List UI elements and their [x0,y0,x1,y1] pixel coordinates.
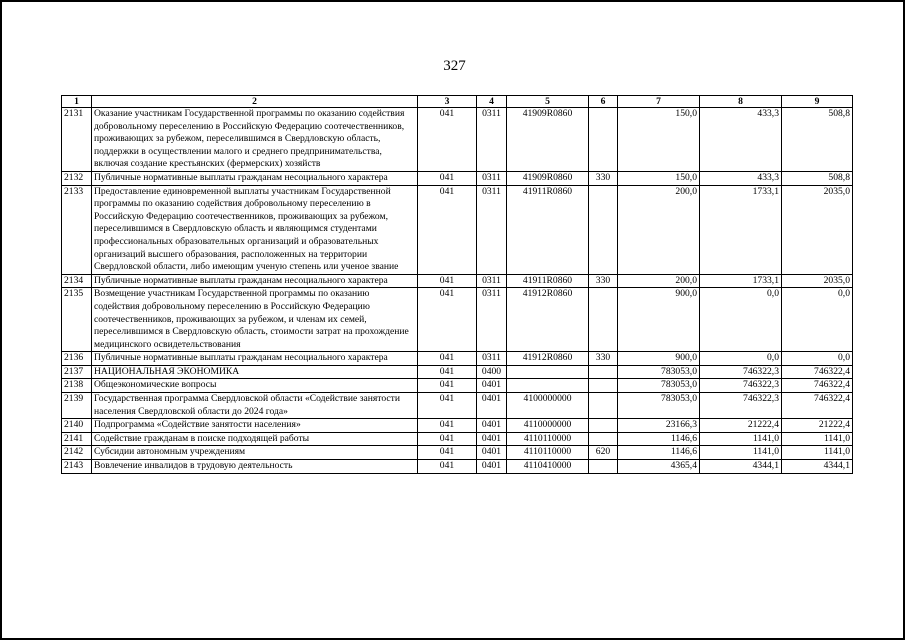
row-target-code: 41912R0860 [507,352,589,366]
row-section-code: 0401 [477,432,507,446]
column-header: 6 [589,96,618,108]
row-section-code: 0400 [477,365,507,379]
table-row [62,460,853,474]
row-value-year3: 21222,4 [782,419,853,433]
row-value-year3: 746322,4 [782,393,853,419]
row-ministry-code: 041 [418,432,477,446]
row-ministry-code: 041 [418,460,477,474]
row-ministry-code: 041 [418,365,477,379]
row-ministry-code: 041 [418,419,477,433]
row-ministry-code: 041 [418,108,477,172]
table-row [62,393,853,419]
row-target-code: 4110000000 [507,419,589,433]
row-number: 2139 [62,393,92,419]
row-number: 2138 [62,379,92,393]
row-value-year1: 1146,6 [618,432,700,446]
row-expense-type: 330 [589,274,618,288]
row-name: Оказание участникам Государственной программы по оказанию содействия добровольному переселению в Российскую Федерацию соотечественников, проживающих за рубежом, переселившимся в Свердловскую область, поддержки в осуществлении малого и среднего предпринимательства, включая создание крестьянских (фермерских) хозяйств [92,108,418,172]
table-row [62,185,853,274]
row-section-code: 0311 [477,185,507,274]
row-number: 2132 [62,171,92,185]
column-header: 7 [618,96,700,108]
row-section-code: 0311 [477,274,507,288]
row-name: НАЦИОНАЛЬНАЯ ЭКОНОМИКА [92,365,418,379]
row-name: Подпрограмма «Содействие занятости населения» [92,419,418,433]
row-value-year2: 1141,0 [700,432,782,446]
column-header: 2 [92,96,418,108]
row-ministry-code: 041 [418,379,477,393]
row-value-year3: 4344,1 [782,460,853,474]
row-section-code: 0401 [477,446,507,460]
row-number: 2134 [62,274,92,288]
row-section-code: 0401 [477,379,507,393]
row-expense-type [589,185,618,274]
row-value-year1: 4365,4 [618,460,700,474]
table-row [62,274,853,288]
row-target-code: 41911R0860 [507,274,589,288]
table-row [62,365,853,379]
row-value-year1: 200,0 [618,185,700,274]
row-target-code: 4110110000 [507,432,589,446]
table-header-row [62,96,853,108]
row-expense-type [589,288,618,352]
row-value-year2: 746322,3 [700,393,782,419]
row-number: 2135 [62,288,92,352]
row-expense-type [589,393,618,419]
row-value-year3: 1141,0 [782,446,853,460]
row-name: Возмещение участникам Государственной программы по оказанию содействия добровольному переселению в Российскую Федерацию соотечественников, проживающих за рубежом, и членам их семей, переселившимся в Свердловскую область, стоимости затрат на прохождение медицинского освидетельствования [92,288,418,352]
row-value-year1: 23166,3 [618,419,700,433]
row-expense-type: 330 [589,171,618,185]
table-row [62,432,853,446]
column-header: 4 [477,96,507,108]
row-value-year2: 433,3 [700,108,782,172]
budget-table [61,95,853,474]
row-section-code: 0311 [477,171,507,185]
row-value-year2: 1141,0 [700,446,782,460]
row-section-code: 0311 [477,108,507,172]
row-number: 2131 [62,108,92,172]
row-value-year3: 508,8 [782,171,853,185]
row-ministry-code: 041 [418,393,477,419]
column-header: 9 [782,96,853,108]
row-value-year1: 783053,0 [618,393,700,419]
row-value-year2: 433,3 [700,171,782,185]
table-row [62,446,853,460]
row-value-year2: 0,0 [700,352,782,366]
table-row [62,352,853,366]
row-value-year3: 1141,0 [782,432,853,446]
page-number: 327 [443,58,466,74]
row-number: 2137 [62,365,92,379]
row-value-year1: 150,0 [618,171,700,185]
row-expense-type: 330 [589,352,618,366]
column-header: 1 [62,96,92,108]
row-value-year2: 4344,1 [700,460,782,474]
table-row [62,379,853,393]
row-section-code: 0401 [477,460,507,474]
row-number: 2141 [62,432,92,446]
row-number: 2140 [62,419,92,433]
row-expense-type [589,379,618,393]
row-target-code: 4110410000 [507,460,589,474]
row-target-code: 41909R0860 [507,171,589,185]
row-value-year2: 0,0 [700,288,782,352]
row-value-year2: 746322,3 [700,379,782,393]
row-expense-type [589,460,618,474]
table-row [62,288,853,352]
row-value-year3: 2035,0 [782,274,853,288]
table-row [62,108,853,172]
row-name: Публичные нормативные выплаты гражданам несоциального характера [92,352,418,366]
row-name: Субсидии автономным учреждениям [92,446,418,460]
row-value-year2: 746322,3 [700,365,782,379]
row-section-code: 0311 [477,288,507,352]
row-number: 2143 [62,460,92,474]
row-value-year3: 2035,0 [782,185,853,274]
row-number: 2136 [62,352,92,366]
row-expense-type [589,432,618,446]
row-target-code: 41911R0860 [507,185,589,274]
row-value-year1: 200,0 [618,274,700,288]
row-value-year3: 508,8 [782,108,853,172]
row-value-year2: 1733,1 [700,274,782,288]
row-value-year1: 1146,6 [618,446,700,460]
row-name: Публичные нормативные выплаты гражданам несоциального характера [92,171,418,185]
row-value-year3: 746322,4 [782,365,853,379]
row-target-code [507,365,589,379]
row-name: Государственная программа Свердловской области «Содействие занятости населения Свердловской области до 2024 года» [92,393,418,419]
row-section-code: 0311 [477,352,507,366]
row-target-code: 4100000000 [507,393,589,419]
row-name: Вовлечение инвалидов в трудовую деятельность [92,460,418,474]
row-value-year1: 783053,0 [618,379,700,393]
row-ministry-code: 041 [418,185,477,274]
row-value-year3: 0,0 [782,288,853,352]
row-name: Общеэкономические вопросы [92,379,418,393]
row-value-year2: 21222,4 [700,419,782,433]
row-value-year1: 900,0 [618,288,700,352]
table-body [62,108,853,474]
row-name: Публичные нормативные выплаты гражданам несоциального характера [92,274,418,288]
row-number: 2142 [62,446,92,460]
row-number: 2133 [62,185,92,274]
row-value-year3: 0,0 [782,352,853,366]
table-row [62,419,853,433]
column-header: 8 [700,96,782,108]
row-ministry-code: 041 [418,352,477,366]
row-expense-type: 620 [589,446,618,460]
row-ministry-code: 041 [418,446,477,460]
row-section-code: 0401 [477,393,507,419]
row-target-code: 41912R0860 [507,288,589,352]
row-target-code: 41909R0860 [507,108,589,172]
column-header: 5 [507,96,589,108]
row-expense-type [589,108,618,172]
row-value-year1: 783053,0 [618,365,700,379]
row-ministry-code: 041 [418,171,477,185]
table-row [62,171,853,185]
row-target-code: 4110110000 [507,446,589,460]
row-expense-type [589,419,618,433]
row-name: Содействие гражданам в поиске подходящей работы [92,432,418,446]
row-section-code: 0401 [477,419,507,433]
row-target-code [507,379,589,393]
row-value-year3: 746322,4 [782,379,853,393]
row-expense-type [589,365,618,379]
row-ministry-code: 041 [418,288,477,352]
row-name: Предоставление единовременной выплаты участникам Государственной программы по оказанию содействия добровольному переселению в Российскую Федерацию соотечественников, проживающих за рубежом, переселившимся в Свердловскую область и являющимся студентами профессиональных образовательных организаций и образовательных организаций высшего образования, расположенных на территории Свердловской области, либо имеющим ученую степень или ученое звание [92,185,418,274]
row-value-year2: 1733,1 [700,185,782,274]
column-header: 3 [418,96,477,108]
row-value-year1: 150,0 [618,108,700,172]
row-ministry-code: 041 [418,274,477,288]
row-value-year1: 900,0 [618,352,700,366]
